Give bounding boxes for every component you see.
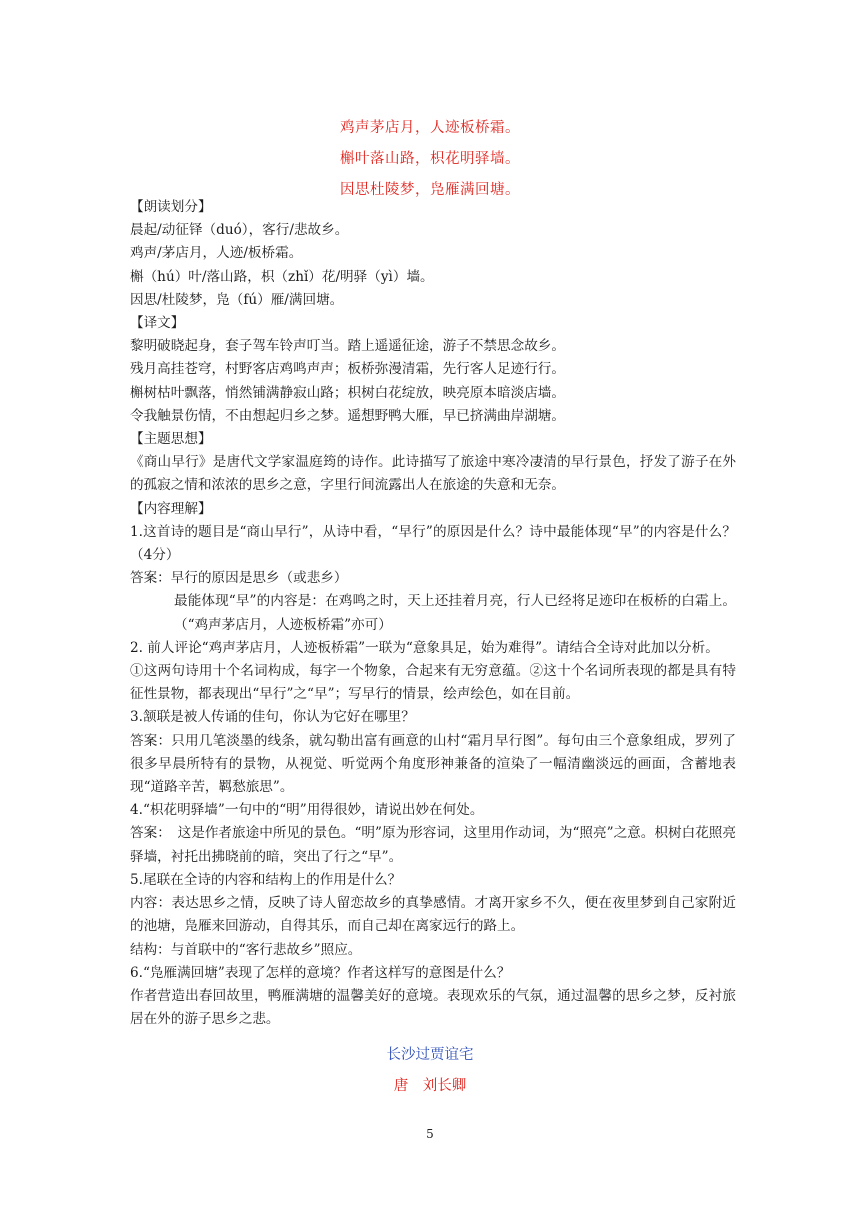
document-body [130, 196, 736, 1031]
question-3: 3.颔联是被人传诵的佳句，你认为它好在哪里？ [130, 709, 415, 726]
understanding-heading: 【内容理解】 [130, 500, 212, 517]
poem-line-3: 因思杜陵梦，凫雁满回塘。 [340, 182, 520, 198]
theme-heading: 【主题思想】 [130, 431, 212, 448]
theme-text: 《商山早行》是唐代文学家温庭筠的诗作。此诗描写了旅途中寒冷凄清的早行景色，抒发了游子在外的孤寂之情和浓浓的思乡之意，字里行间流露出人在旅途的失意和无奈。 [130, 454, 736, 494]
reading-line-4: 因思/杜陵梦，凫（fú）雁/满回塘。 [130, 291, 344, 308]
translation-line-1: 黎明破晓起身，套子驾车铃声叮当。踏上遥遥征途，游子不禁思念故乡。 [130, 338, 565, 355]
reading-line-1: 晨起/动征铎（duó），客行/悲故乡。 [130, 222, 349, 239]
question-1: 1.这首诗的题目是“商山早行”，从诗中看，“早行”的原因是什么？诗中最能体现“早”的内容是什么？（4分） [130, 523, 736, 564]
next-poem-author: 唐 刘长卿 [393, 1078, 467, 1094]
translation-line-2: 残月高挂苍穹，村野客店鸡鸣声声；板桥弥漫清霜，先行客人足迹行行。 [130, 361, 565, 378]
answer-6: 作者营造出春回故里，鸭雁满塘的温馨美好的意境。表现欢乐的气氛，通过温馨的思乡之梦，反衬旅居在外的游子思乡之悲。 [130, 987, 736, 1028]
answer-1-reason: 答案：早行的原因是思乡（或悲乡） [130, 570, 348, 587]
answer-1-content [130, 590, 736, 636]
answer-5-content: 内容：表达思乡之情，反映了诗人留恋故乡的真挚感情。才离开家乡不久，便在夜里梦到自己家附近的池塘，凫雁来回游动，自得其乐，而自己却在离家远行的路上。 [130, 895, 736, 935]
reading-heading: 【朗读划分】 [130, 199, 212, 215]
reading-line-2: 鸡声/茅店月，人迹/板桥霜。 [130, 245, 303, 262]
answer-1-content-text: 最能体现“早”的内容是：在鸡鸣之时，天上还挂着月亮，行人已经将足迹印在板桥的白霜上。（“鸡声茅店月，人迹板桥霜”亦可） [174, 593, 736, 633]
answer-3: 答案：只用几笔淡墨的线条，就勾勒出富有画意的山村“霜月早行图”。每句由三个意象组成，罗列了很多早晨所特有的景物，从视觉、听觉两个角度形神兼备的渲染了一幅清幽淡远的画面，含蓄地表现“道路辛苦，羁愁旅思”。 [130, 732, 736, 796]
question-4: 4.“枳花明驿墙”一句中的“明”用得很妙，请说出妙在何处。 [130, 802, 484, 819]
poem-line-2: 槲叶落山路，枳花明驿墙。 [340, 151, 520, 167]
translation-line-4: 令我触景伤情，不由想起归乡之梦。遥想野鸭大雁，早已挤满曲岸湖塘。 [130, 407, 565, 424]
answer-4: 答案： 这是作者旅途中所见的景色。“明”原为形容词，这里用作动词，为“照亮”之意。枳树白花照亮驿墙，衬托出拂晓前的暗，突出了行之“早”。 [130, 825, 736, 865]
reading-line-3: 槲（hú）叶/落山路，枳（zhǐ）花/明驿（yì）墙。 [130, 268, 434, 285]
poem-line-1: 鸡声茅店月，人迹板桥霜。 [340, 120, 520, 136]
question-2: 2. 前人评论“鸡声茅店月，人迹板桥霜”一联为“意象具足，始为难得”。请结合全诗对此加以分析。 [130, 639, 719, 656]
question-5: 5.尾联在全诗的内容和结构上的作用是什么？ [130, 871, 402, 888]
answer-2: ①这两句诗用十个名词构成，每字一个物象，合起来有无穷意蕴。②这十个名词所表现的都是具有特征性景物，都表现出“早行”之“早”；写早行的情景，绘声绘色，如在目前。 [130, 663, 736, 703]
page-number: 5 [426, 1127, 434, 1141]
next-poem-title: 长沙过贾谊宅 [386, 1047, 474, 1063]
translation-line-3: 槲树枯叶飘落，悄然铺满静寂山路；枳树白花绽放，映亮原本暗淡店墙。 [130, 384, 565, 401]
question-6: 6.“凫雁满回塘”表现了怎样的意境？作者这样写的意图是什么？ [130, 964, 511, 981]
answer-5-structure: 结构：与首联中的“客行悲故乡”照应。 [130, 941, 362, 958]
translation-heading: 【译文】 [130, 315, 185, 332]
